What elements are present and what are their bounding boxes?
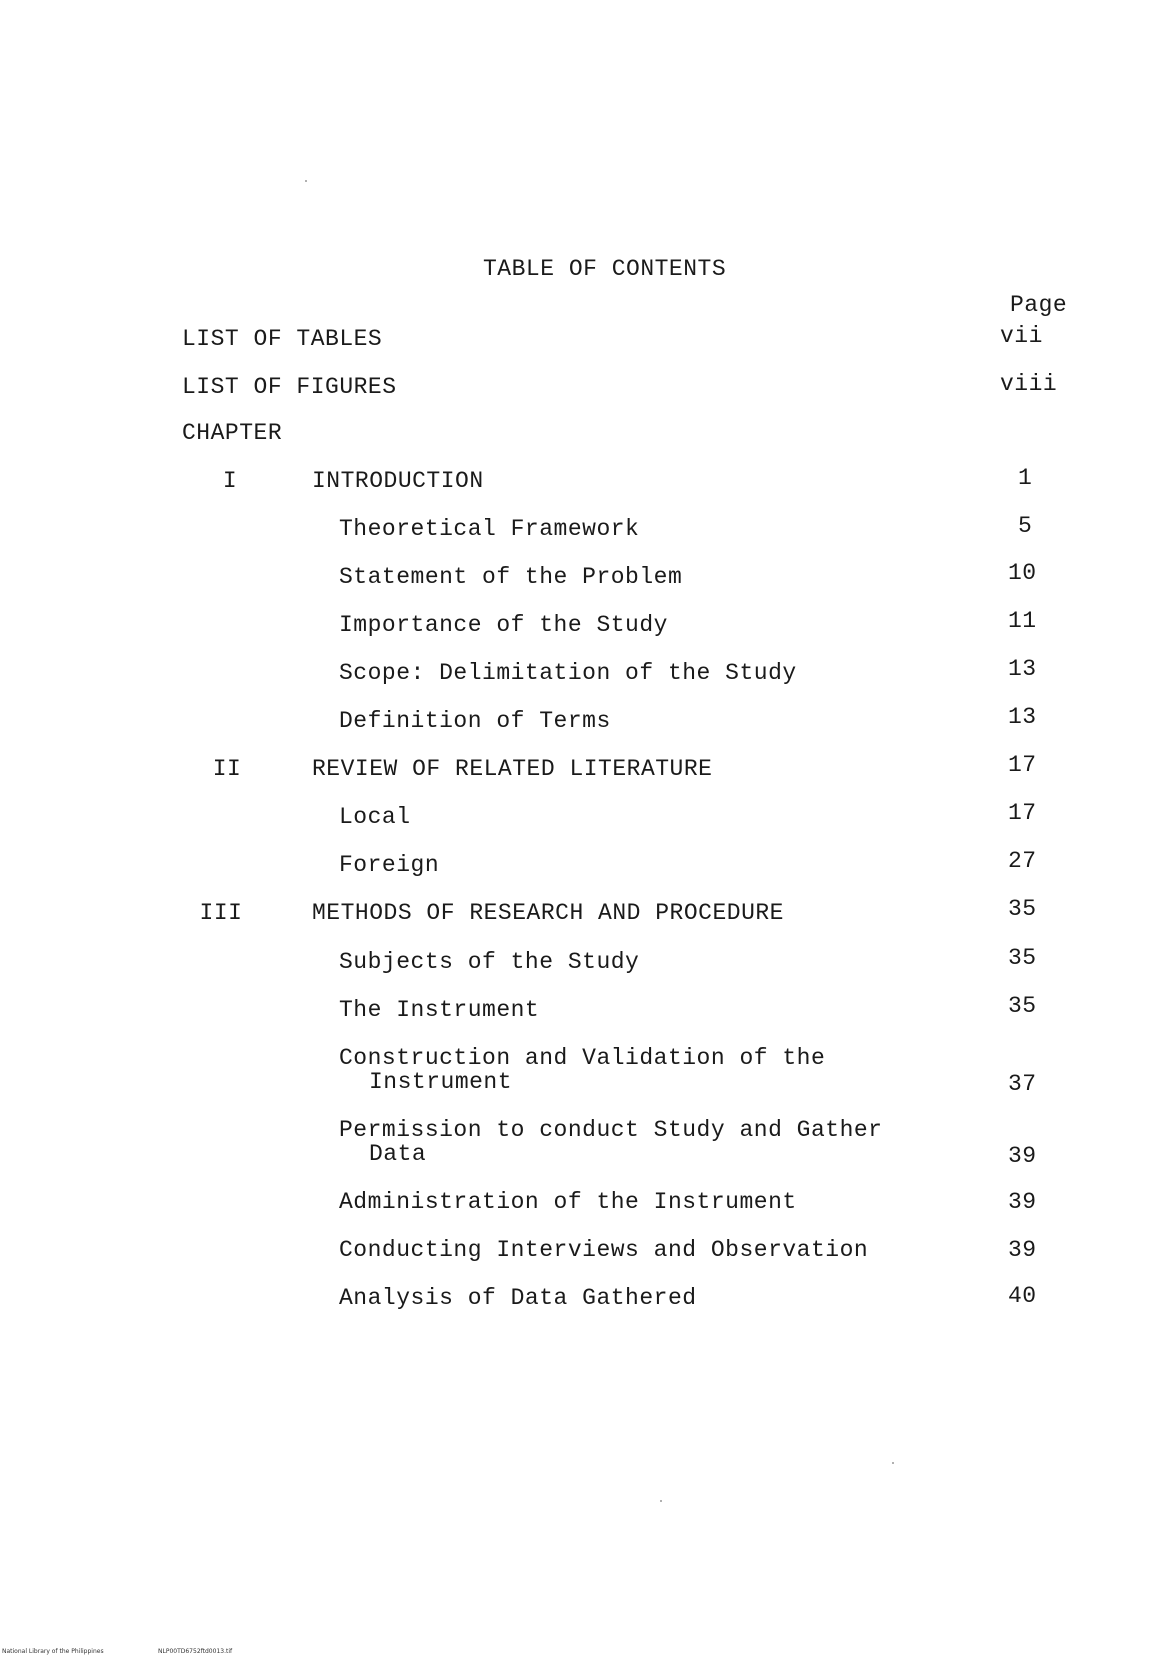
section-label: Permission to conduct Study and Gather [339, 1117, 883, 1143]
section-page: 39 [1008, 1189, 1037, 1215]
section-page: 35 [1008, 945, 1037, 971]
section-page: 27 [1008, 848, 1037, 874]
chapter-numeral: III [199, 900, 243, 926]
section-page: 17 [1008, 800, 1037, 826]
section-label: Analysis of Data Gathered [339, 1285, 697, 1311]
toc-page-list-of-figures: viii [1000, 371, 1058, 397]
section-page: 11 [1008, 608, 1037, 634]
page-column-header: Page [1010, 292, 1068, 318]
section-label: Conducting Interviews and Observation [339, 1237, 869, 1263]
section-page: 39 [1008, 1237, 1037, 1263]
chapter-numeral: II [212, 756, 242, 782]
section-page: 13 [1008, 704, 1037, 730]
section-label: Scope: Delimitation of the Study [339, 660, 797, 686]
scan-speck [660, 1500, 662, 1502]
section-label: Foreign [339, 852, 440, 878]
section-label-continued: Instrument [369, 1069, 513, 1095]
section-label-continued: Data [369, 1141, 427, 1167]
footer-library: National Library of the Philippines [2, 1648, 104, 1655]
chapter-page: 1 [1018, 465, 1033, 491]
section-page: 5 [1018, 513, 1033, 539]
section-page: 13 [1008, 656, 1037, 682]
section-page: 10 [1008, 560, 1037, 586]
toc-entry-list-of-figures: LIST OF FIGURES [182, 374, 397, 400]
section-label: The Instrument [339, 997, 540, 1023]
toc-entry-list-of-tables: LIST OF TABLES [182, 326, 383, 352]
chapter-title: METHODS OF RESEARCH AND PROCEDURE [312, 900, 784, 926]
section-label: Subjects of the Study [339, 949, 640, 975]
section-label: Construction and Validation of the [339, 1045, 826, 1071]
footer-filename: NLP00TD6752ftd0013.tif [158, 1648, 233, 1655]
chapter-title: REVIEW OF RELATED LITERATURE [312, 756, 713, 782]
section-label: Statement of the Problem [339, 564, 683, 590]
section-page: 35 [1008, 993, 1037, 1019]
chapter-page: 35 [1008, 896, 1037, 922]
toc-page-list-of-tables: vii [1000, 323, 1043, 349]
section-label: Theoretical Framework [339, 516, 640, 542]
section-page: 37 [1008, 1071, 1037, 1097]
section-label: Importance of the Study [339, 612, 668, 638]
chapter-title: INTRODUCTION [312, 468, 484, 494]
scan-speck [892, 1462, 894, 1464]
section-label: Administration of the Instrument [339, 1189, 797, 1215]
section-page: 39 [1008, 1143, 1037, 1169]
chapter-header: CHAPTER [182, 420, 283, 446]
section-page: 40 [1008, 1283, 1037, 1309]
scan-speck [305, 180, 307, 182]
chapter-page: 17 [1008, 752, 1037, 778]
section-label: Local [339, 804, 411, 830]
page-title: TABLE OF CONTENTS [483, 256, 727, 282]
chapter-numeral: I [222, 468, 238, 494]
section-label: Definition of Terms [339, 708, 611, 734]
